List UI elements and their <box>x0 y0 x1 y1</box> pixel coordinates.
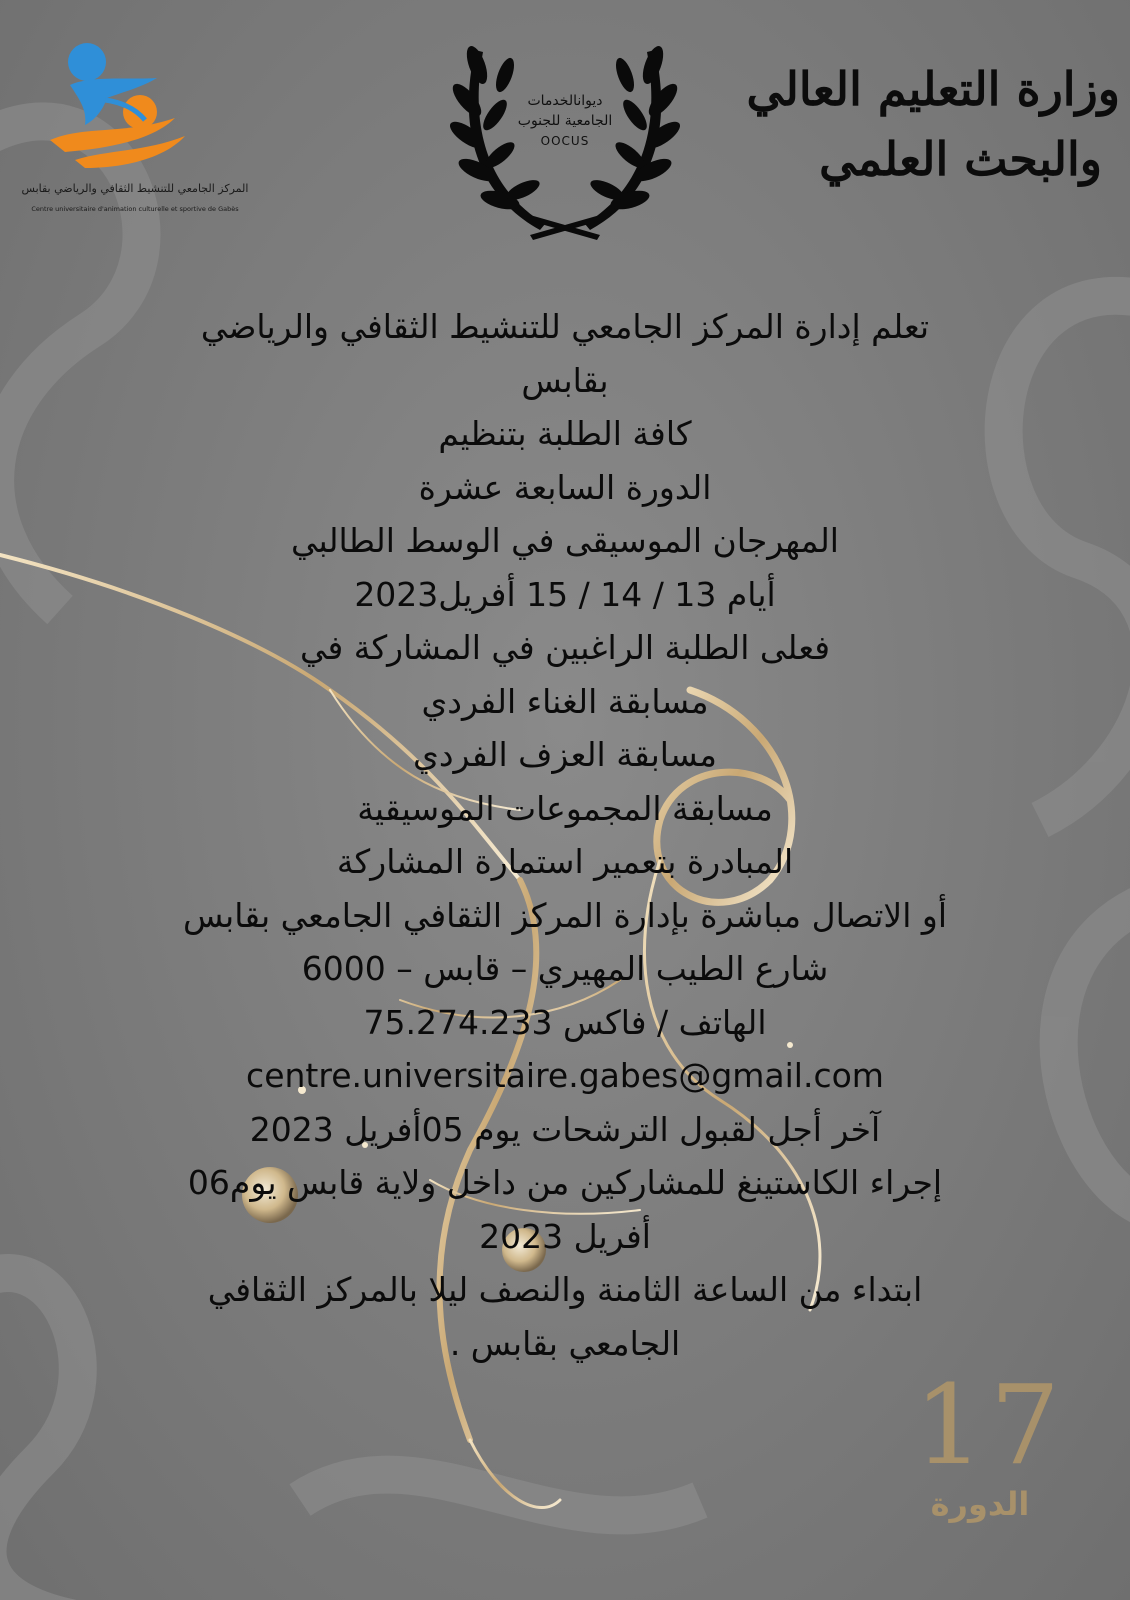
oocus-line1: ديوانالخدمات <box>527 93 603 109</box>
announcement-line: مسابقة المجموعات الموسيقية <box>357 788 773 828</box>
announcement-line: ابتداء من الساعة الثامنة والنصف ليلا بالمركز الثقافي <box>207 1270 923 1309</box>
announcement-line: الجامعي بقابس . <box>449 1323 681 1363</box>
ministry-line1: وزارة التعليم العالي <box>746 62 1120 116</box>
announcement-line: بقابس <box>521 360 609 400</box>
announcement-line: أيام 13 / 14 / 15 أفريل2023 <box>354 574 776 614</box>
announcement-line: مسابقة الغناء الفردي <box>421 681 709 721</box>
announcement-line: الدورة السابعة عشرة <box>418 467 712 507</box>
oocus-logo <box>445 30 685 245</box>
stylized-runner-icon <box>45 40 195 180</box>
center-name-french: Centre universitaire d'animation culturelle et sportive de Gabès <box>31 205 239 213</box>
announcement-line: فعلى الطلبة الراغبين في المشاركة في <box>299 628 831 667</box>
announcement-line: مسابقة العزف الفردي <box>413 735 717 774</box>
ministry-logo <box>746 62 1120 212</box>
announcement-line: شارع الطيب المهيري – قابس – 6000 <box>301 949 829 988</box>
announcement-line: إجراء الكاستينغ للمشاركين من داخل ولاية قابس يوم06 <box>187 1163 943 1202</box>
announcement-line: آخر أجل لقبول الترشحات يوم 05أفريل 2023 <box>249 1109 881 1149</box>
ministry-line2: والبحث العلمي <box>819 132 1102 186</box>
edition-word: الدورة <box>930 1485 1030 1523</box>
announcement-line: كافة الطلبة بتنظيم <box>438 414 692 453</box>
announcement-line: أو الاتصال مباشرة بإدارة المركز الثقافي الجامعي بقابس <box>182 895 948 935</box>
announcement-line: الهاتف / فاكس 75.274.233 <box>363 1002 767 1042</box>
oocus-acronym: OOCUS <box>540 134 590 148</box>
oocus-line2: الجامعية للجنوب <box>517 113 613 129</box>
announcement-text <box>60 300 1070 1370</box>
announcement-line: تعلم إدارة المركز الجامعي للتنشيط الثقافي والرياضي <box>200 307 930 346</box>
center-name-arabic: المركز الجامعي للتنشيط الثقافي والرياضي بقابس <box>21 182 249 195</box>
announcement-line: أفريل 2023 <box>479 1216 651 1256</box>
announcement-line: المبادرة بتعمير استمارة المشاركة <box>336 842 794 881</box>
university-center-logo <box>10 40 260 230</box>
edition-number: 17 <box>914 1361 1066 1489</box>
contact-email[interactable]: centre.universitaire.gabes@gmail.com <box>246 1056 884 1095</box>
announcement-line: المهرجان الموسيقى في الوسط الطالبي <box>291 521 839 560</box>
